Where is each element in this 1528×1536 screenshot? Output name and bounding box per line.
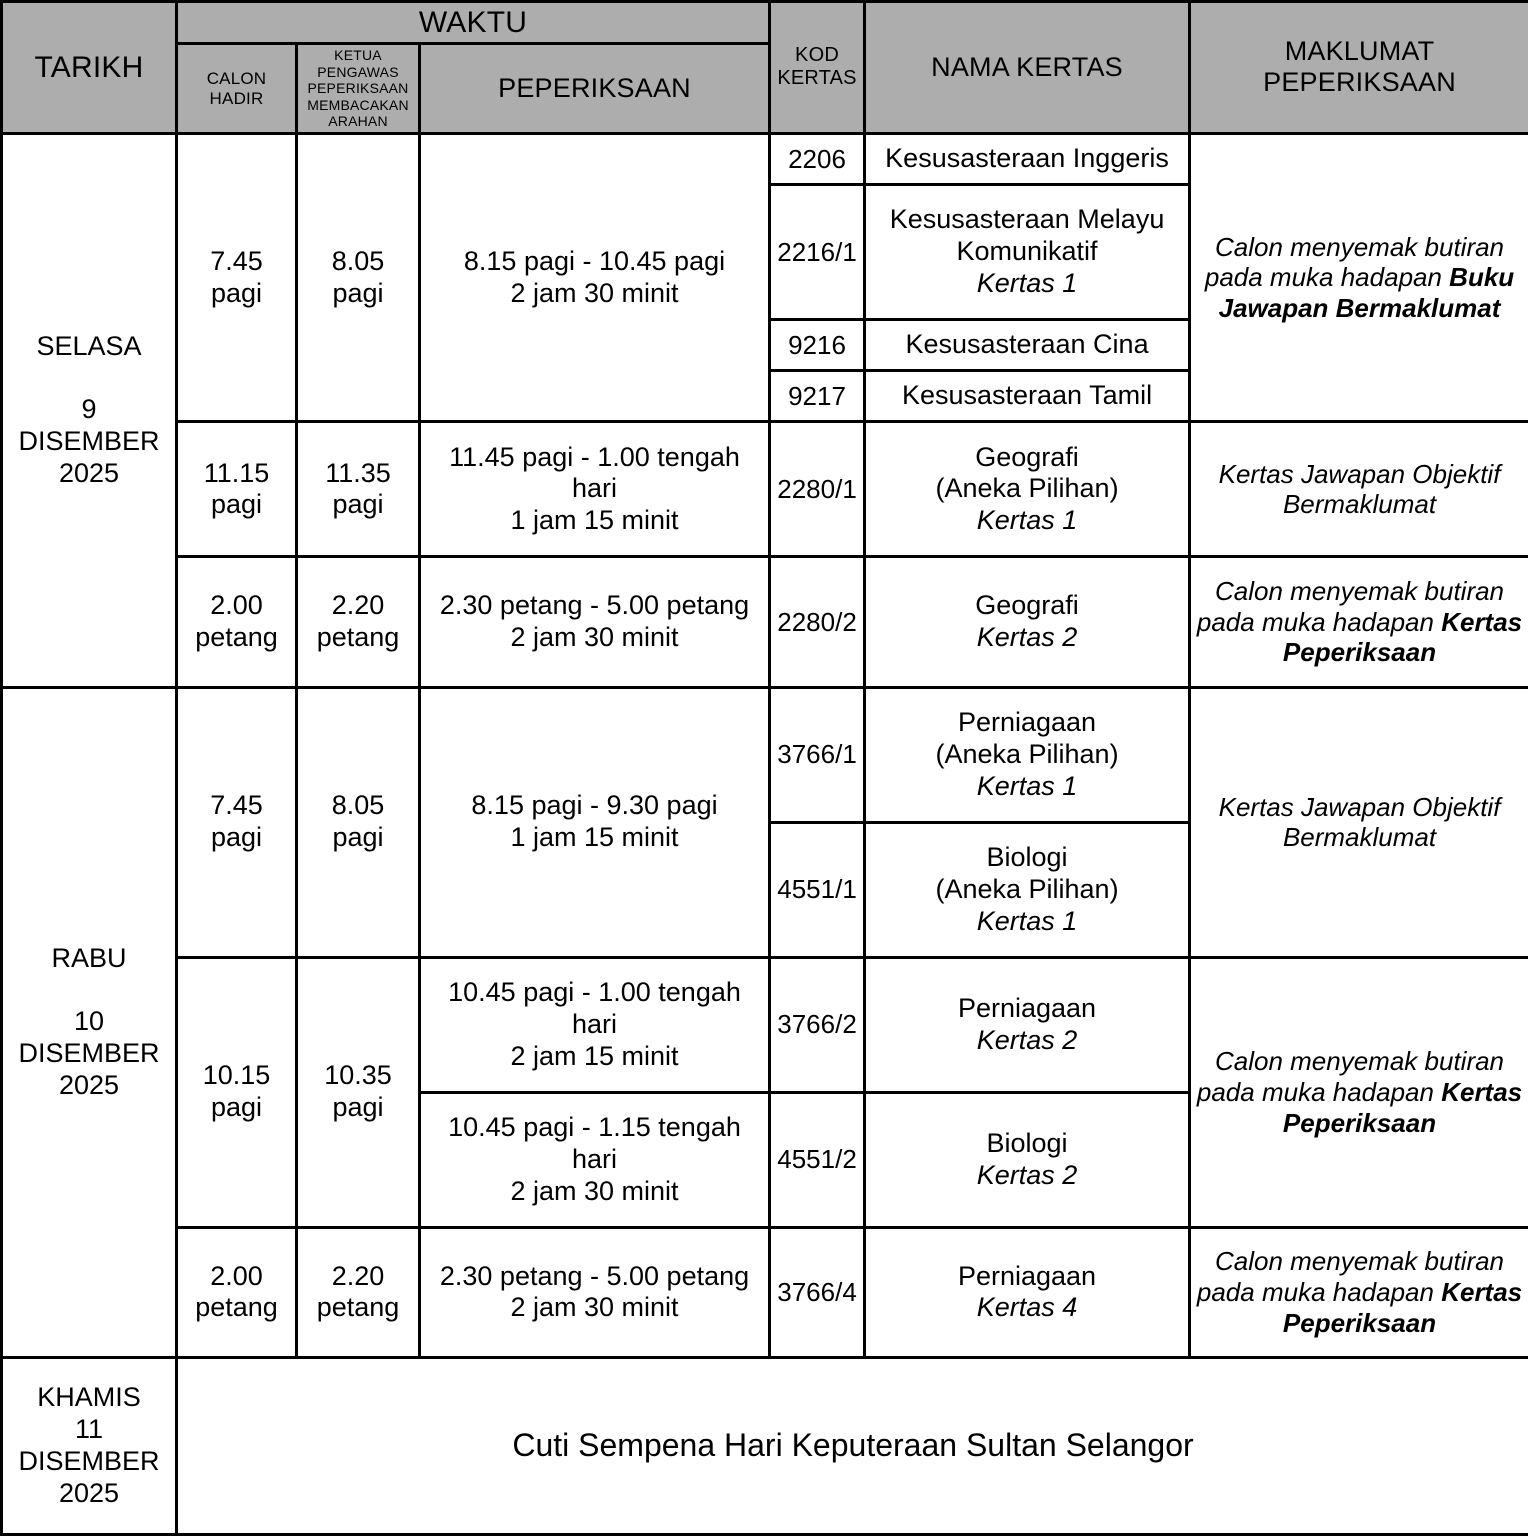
exam-info	[1190, 1227, 1528, 1357]
paper-code: 2280/1	[770, 422, 865, 557]
paper-title: Kesusasteraan Cina	[905, 329, 1149, 360]
paper-code: 9216	[770, 320, 865, 371]
paper-subtitle: Komunikatif	[956, 236, 1098, 267]
table-row	[2, 1358, 1528, 1535]
header-ketua-line3: PEPERIKSAAN	[307, 80, 409, 97]
header-waktu: WAKTU	[177, 2, 770, 44]
header-maklumat-peperiksaan	[1190, 2, 1528, 134]
time-value: 7.45	[210, 245, 263, 276]
exam-duration: 2 jam 30 minit	[510, 1292, 679, 1323]
exam-time-cell	[420, 422, 770, 557]
paper-title: Biologi	[986, 1127, 1068, 1158]
year: 2025	[58, 458, 120, 489]
calon-hadir-time	[177, 133, 297, 421]
header-ketua-line4: MEMBACAKAN	[307, 96, 409, 113]
header-peperiksaan: PEPERIKSAAN	[420, 44, 770, 134]
ketua-pengawas-time	[297, 133, 420, 421]
exam-time-range: 8.15 pagi - 10.45 pagi	[463, 245, 726, 276]
time-period: pagi	[332, 822, 384, 853]
date-cell-rabu	[2, 687, 177, 1357]
paper-kertas: Kertas 2	[976, 622, 1078, 653]
paper-kertas: Kertas 4	[976, 1292, 1078, 1323]
exam-time-cell	[420, 687, 770, 957]
paper-kertas: Kertas 1	[976, 770, 1078, 801]
paper-title: Geografi	[975, 441, 1079, 472]
exam-time-range: 2.30 petang - 5.00 petang	[439, 590, 750, 621]
paper-title: Perniagaan	[957, 1260, 1097, 1291]
info-emphasis: Buku Jawapan Bermaklumat	[1218, 262, 1515, 324]
exam-time-cell	[420, 557, 770, 687]
table-row	[2, 422, 1528, 557]
info-text: Calon menyemak butiran pada muka hadapan	[1196, 576, 1505, 637]
table-row	[2, 687, 1528, 822]
header-tarikh: TARIKH	[2, 2, 177, 134]
header-maklumat-line1: MAKLUMAT	[1284, 35, 1435, 66]
paper-name	[865, 371, 1190, 422]
table-header	[2, 2, 1528, 134]
info-text: Calon menyemak butiran pada muka hadapan	[1196, 1046, 1505, 1107]
exam-info	[1190, 133, 1528, 421]
paper-code: 2206	[770, 133, 865, 184]
paper-code: 9217	[770, 371, 865, 422]
header-kod-line1: KOD	[795, 43, 839, 66]
paper-code: 3766/1	[770, 687, 865, 822]
time-period: pagi	[210, 277, 263, 308]
header-calon-line1: CALON	[206, 68, 267, 88]
time-value: 10.15	[202, 1060, 271, 1091]
time-value: 11.15	[203, 457, 270, 488]
table-row	[2, 557, 1528, 687]
exam-duration: 2 jam 30 minit	[510, 622, 679, 653]
header-maklumat-line2: PEPERIKSAAN	[1263, 67, 1456, 98]
paper-title: Biologi	[986, 841, 1068, 872]
ketua-pengawas-time	[297, 687, 420, 957]
paper-name	[865, 422, 1190, 557]
paper-name	[865, 687, 1190, 822]
paper-kertas: Kertas 2	[976, 1159, 1078, 1190]
paper-subtitle: (Aneka Pilihan)	[935, 738, 1119, 769]
exam-time-cell	[420, 957, 770, 1092]
time-period: pagi	[210, 822, 263, 853]
year: 2025	[58, 1477, 120, 1508]
exam-time-range: 11.45 pagi - 1.00 tengah hari	[449, 441, 740, 504]
month-name: DISEMBER	[18, 1038, 160, 1069]
calon-hadir-time	[177, 957, 297, 1227]
day-number: 10	[73, 1006, 105, 1037]
paper-title: Kesusasteraan Inggeris	[885, 143, 1169, 174]
paper-kertas: Kertas 1	[976, 905, 1078, 936]
exam-duration: 1 jam 15 minit	[510, 822, 679, 853]
calon-hadir-time	[177, 687, 297, 957]
paper-title: Perniagaan	[957, 992, 1097, 1023]
info-text: Calon menyemak butiran pada muka hadapan	[1204, 231, 1505, 293]
exam-info	[1190, 957, 1528, 1227]
ketua-pengawas-time	[297, 1227, 420, 1357]
info-emphasis: Kertas Peperiksaan	[1282, 606, 1523, 668]
calon-hadir-time	[177, 1227, 297, 1357]
calon-hadir-time	[177, 422, 297, 557]
exam-duration: 2 jam 30 minit	[510, 277, 679, 308]
header-calon-hadir	[177, 44, 297, 134]
time-period: petang	[316, 1292, 400, 1323]
header-kod-line2: KERTAS	[777, 67, 857, 90]
paper-title: Perniagaan	[957, 706, 1097, 737]
info-emphasis: Kertas Peperiksaan	[1282, 1277, 1523, 1338]
time-value: 7.45	[210, 790, 263, 821]
time-period: petang	[316, 622, 400, 653]
time-value: 2.00	[210, 590, 263, 621]
day-name: KHAMIS	[37, 1382, 141, 1413]
paper-code: 2216/1	[770, 185, 865, 320]
paper-kertas: Kertas 2	[976, 1024, 1078, 1055]
time-value: 11.35	[325, 457, 391, 488]
month-name: DISEMBER	[18, 1446, 160, 1476]
ketua-pengawas-time	[297, 957, 420, 1227]
exam-time-range: 10.45 pagi - 1.15 tengah hari	[448, 1111, 741, 1174]
paper-title: Kesusasteraan Tamil	[901, 380, 1153, 411]
paper-subtitle: (Aneka Pilihan)	[935, 873, 1119, 904]
paper-code: 3766/2	[770, 957, 865, 1092]
exam-time-range: 2.30 petang - 5.00 petang	[439, 1260, 750, 1291]
holiday-notice: Cuti Sempena Hari Keputeraan Sultan Selangor	[177, 1358, 1528, 1535]
time-period: petang	[195, 1292, 278, 1323]
paper-subtitle: (Aneka Pilihan)	[935, 473, 1119, 504]
time-period: pagi	[210, 489, 263, 520]
time-value: 8.05	[331, 245, 385, 276]
header-ketua-line5: ARAHAN	[328, 113, 388, 130]
time-value: 10.35	[324, 1060, 392, 1091]
day-name: SELASA	[36, 330, 142, 361]
info-text: Calon menyemak butiran pada muka hadapan	[1196, 1246, 1505, 1308]
paper-code: 2280/2	[770, 557, 865, 687]
header-row-1	[2, 2, 1528, 44]
exam-duration: 2 jam 30 minit	[510, 1175, 679, 1206]
header-kod-kertas	[770, 2, 865, 134]
table-row	[2, 133, 1528, 184]
table-body	[2, 133, 1528, 1534]
paper-name	[865, 957, 1190, 1092]
exam-info	[1190, 557, 1528, 687]
date-cell-khamis	[2, 1358, 177, 1535]
paper-title: Geografi	[975, 590, 1079, 621]
exam-time-range: 8.15 pagi - 9.30 pagi	[471, 790, 718, 821]
calon-hadir-time	[177, 557, 297, 687]
time-period: pagi	[332, 1092, 384, 1123]
time-value: 2.20	[331, 1260, 385, 1291]
ketua-pengawas-time	[297, 557, 420, 687]
table-row	[2, 957, 1528, 1092]
time-period: pagi	[332, 277, 384, 308]
time-period: petang	[195, 622, 278, 653]
paper-kertas: Kertas 1	[976, 505, 1078, 536]
date-cell-selasa	[2, 133, 177, 687]
header-ketua-line2: PENGAWAS	[317, 63, 399, 80]
header-ketua-line1: KETUA	[334, 47, 382, 64]
ketua-pengawas-time	[297, 422, 420, 557]
paper-code: 3766/4	[770, 1227, 865, 1357]
paper-name	[865, 1092, 1190, 1227]
header-calon-line2: HADIR	[209, 88, 264, 108]
day-number: 11	[74, 1414, 104, 1445]
exam-time-cell	[420, 1092, 770, 1227]
exam-time-cell	[420, 1227, 770, 1357]
time-period: pagi	[332, 489, 384, 520]
exam-duration: 2 jam 15 minit	[510, 1040, 679, 1071]
paper-title: Kesusasteraan Melayu	[889, 204, 1165, 235]
exam-info: Kertas Jawapan Objektif Bermaklumat	[1190, 422, 1528, 557]
month-name: DISEMBER	[18, 426, 160, 457]
paper-code: 4551/2	[770, 1092, 865, 1227]
time-value: 2.20	[331, 590, 385, 621]
paper-kertas: Kertas 1	[976, 268, 1078, 299]
info-emphasis: Kertas Peperiksaan	[1282, 1076, 1523, 1138]
paper-name	[865, 1227, 1190, 1357]
year: 2025	[58, 1070, 120, 1101]
exam-duration: 1 jam 15 minit	[510, 505, 679, 536]
paper-code: 4551/1	[770, 822, 865, 957]
paper-name	[865, 185, 1190, 320]
day-number: 9	[81, 394, 97, 425]
table-row	[2, 1227, 1528, 1357]
paper-name	[865, 320, 1190, 371]
paper-name	[865, 557, 1190, 687]
day-name: RABU	[51, 942, 127, 973]
paper-name	[865, 133, 1190, 184]
header-ketua-pengawas	[297, 44, 420, 134]
exam-info: Kertas Jawapan Objektif Bermaklumat	[1190, 687, 1528, 957]
paper-name	[865, 822, 1190, 957]
exam-time-cell	[420, 133, 770, 421]
time-value: 8.05	[331, 790, 385, 821]
time-value: 2.00	[210, 1260, 263, 1291]
header-nama-kertas: NAMA KERTAS	[865, 2, 1190, 134]
exam-time-range: 10.45 pagi - 1.00 tengah hari	[448, 976, 741, 1039]
time-period: pagi	[210, 1092, 263, 1123]
